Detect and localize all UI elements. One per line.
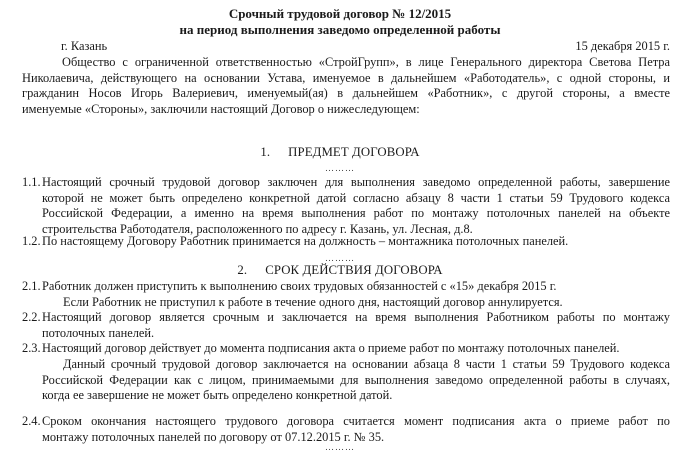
clause-2-2 xyxy=(22,310,670,341)
clause-line: Если Работник не приступил к работе в течение одного дня, настоящий договор аннулируется. xyxy=(63,294,563,309)
clause-line: Настоящий договор является срочным и заключается на время выполнения Работником работы по монтажу xyxy=(42,310,670,324)
clause-line: Работник должен приступить к выполнению своих трудовых обязанностей с «15» декабря 2015 г. xyxy=(42,279,557,293)
omission-marker: ……… xyxy=(325,163,355,173)
clause-line: потолочных панелей. xyxy=(42,325,155,340)
clause-1-2 xyxy=(22,234,670,250)
clause-number: 1.2. xyxy=(22,234,41,248)
clause-line: Российской Федерации, а именно на время выполнения работ по монтажу потолочных панелей на объекте xyxy=(42,206,670,220)
preamble-line: именуемые «Стороны», заключили настоящий Договор о нижеследующем: xyxy=(22,101,420,116)
preamble xyxy=(22,55,670,117)
contract-date: 15 декабря 2015 г. xyxy=(575,39,670,53)
clause-line: которой не может быть определено конкретной датой согласно абзацу 8 части 1 статьи 59 Трудового кодекса xyxy=(42,190,670,205)
clause-number: 2.3. xyxy=(22,341,41,355)
clause-1-1 xyxy=(22,175,670,237)
omission-marker: ……… xyxy=(325,442,355,452)
clause-2-1 xyxy=(22,279,670,310)
clause-2-4 xyxy=(22,414,670,445)
clause-2-3-note xyxy=(22,357,670,404)
preamble-line: Николаевича, действующего на основании Устава, именуемое в дальнейшем «Работодатель», с одной стороны, и xyxy=(22,70,670,85)
clause-line: строительства Работодателя, расположенного по адресу г. Казань, ул. Лесная, д.8. xyxy=(42,221,473,236)
preamble-line: гражданин Носов Игорь Валериевич, именуемый(ая) в дальнейшем «Работник», с другой стороны, а вместе xyxy=(22,86,670,100)
clause-line: монтажу потолочных панелей по договору от 07.12.2015 г. № 35. xyxy=(42,429,385,444)
section-number: 1. xyxy=(260,145,271,159)
clause-number: 2.1. xyxy=(22,279,41,293)
section-title: ПРЕДМЕТ ДОГОВОРА xyxy=(288,145,420,159)
document-subtitle: на период выполнения заведомо определенной работы xyxy=(179,22,501,37)
clause-2-3 xyxy=(22,341,670,357)
omission-marker: ……… xyxy=(325,253,355,263)
clause-line: Данный срочный трудовой договор заключается на основании абзаца 8 части 1 статьи 59 Трудового кодекса xyxy=(63,357,670,371)
section-title: СРОК ДЕЙСТВИЯ ДОГОВОРА xyxy=(265,263,443,277)
clause-number: 2.4. xyxy=(22,414,41,428)
clause-number: 2.2. xyxy=(22,310,41,324)
clause-line: Настоящий срочный трудовой договор заключен для выполнения заведомо определенной работы, завершение xyxy=(42,175,670,189)
clause-number: 1.1. xyxy=(22,175,41,189)
clause-line: По настоящему Договору Работник принимается на должность – монтажника потолочных панелей. xyxy=(42,234,569,248)
preamble-line: Общество с ограниченной ответственностью «СтройГрупп», в лице Генерального директора Светова Петра xyxy=(62,55,670,69)
clause-line: Российской Федерации как с лицом, принимаемыми для выполнения заведомо определенной работы в случаях, xyxy=(42,372,670,387)
section-heading-1 xyxy=(0,145,680,160)
section-number: 2. xyxy=(237,263,248,277)
section-heading-2 xyxy=(0,263,680,278)
contract-city: г. Казань xyxy=(61,39,108,53)
document-title: Срочный трудовой договор № 12/2015 xyxy=(228,6,452,21)
clause-line: Настоящий договор действует до момента подписания акта о приеме работ по монтажу потолочных панелей. xyxy=(42,341,620,355)
clause-line: Сроком окончания настоящего трудового договора считается момент подписания акта о приеме работ по xyxy=(42,414,670,428)
clause-line: когда ее завершение не может быть определено конкретной датой. xyxy=(42,388,393,402)
